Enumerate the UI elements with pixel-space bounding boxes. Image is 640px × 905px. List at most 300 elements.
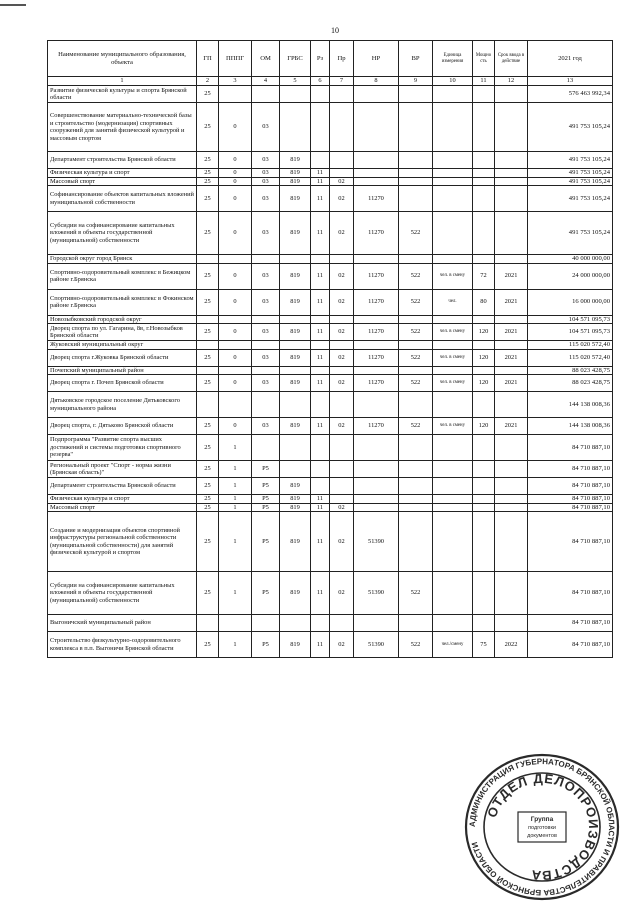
cell-om <box>252 341 280 350</box>
cell-amount: 144 138 008,36 <box>528 418 613 435</box>
cell-gp: 25 <box>197 324 219 341</box>
cell-rz: 11 <box>311 512 330 572</box>
cell-term: 2021 <box>495 349 528 366</box>
row-name: Создание и модернизация объектов спортивной инфраструктуры региональной собственности (муниципальной собственности) для занятий физической культурой и спортом <box>48 512 197 572</box>
department-stamp <box>462 752 622 902</box>
cell-amount: 491 753 105,24 <box>528 103 613 152</box>
cell-om <box>252 366 280 375</box>
cell-pppg: 1 <box>219 572 252 615</box>
cell-gp: 25 <box>197 503 219 512</box>
cell-pr <box>330 86 354 103</box>
cell-term <box>495 366 528 375</box>
cell-power: 120 <box>473 324 495 341</box>
cell-gp: 25 <box>197 212 219 255</box>
cell-rz: 11 <box>311 495 330 504</box>
cell-pppg: 0 <box>219 349 252 366</box>
cell-gp: 25 <box>197 103 219 152</box>
cell-vr <box>399 341 433 350</box>
col-header-om: ОМ <box>252 41 280 77</box>
cell-term <box>495 186 528 212</box>
cell-term <box>495 572 528 615</box>
cell-gp <box>197 392 219 418</box>
cell-unit <box>433 461 473 478</box>
table-row <box>48 478 613 495</box>
cell-pppg <box>219 366 252 375</box>
table-row <box>48 615 613 632</box>
cell-unit: чел. в смену <box>433 375 473 392</box>
cell-unit <box>433 478 473 495</box>
cell-vr: 522 <box>399 349 433 366</box>
table-row <box>48 512 613 572</box>
cell-unit: чел. в смену <box>433 324 473 341</box>
cell-grbs: 819 <box>280 503 311 512</box>
cell-om: 03 <box>252 418 280 435</box>
cell-gp: 25 <box>197 572 219 615</box>
cell-om: 03 <box>252 152 280 169</box>
cell-power <box>473 461 495 478</box>
cell-gp: 25 <box>197 418 219 435</box>
cell-unit <box>433 495 473 504</box>
cell-grbs: 819 <box>280 263 311 289</box>
col-header-pr: Пр <box>330 41 354 77</box>
cell-pppg: 0 <box>219 186 252 212</box>
page-number: 10 <box>331 26 339 35</box>
cell-gp: 25 <box>197 349 219 366</box>
row-name: Строительство физкультурно-оздоровительного комплекса в п.п. Выгоничи Брянской области <box>48 632 197 658</box>
cell-grbs: 819 <box>280 418 311 435</box>
cell-power <box>473 572 495 615</box>
cell-term <box>495 495 528 504</box>
cell-amount: 16 000 000,00 <box>528 289 613 315</box>
cell-om: P5 <box>252 503 280 512</box>
table-row <box>48 435 613 461</box>
cell-pppg <box>219 86 252 103</box>
cell-unit <box>433 315 473 324</box>
table-row <box>48 169 613 178</box>
cell-power <box>473 86 495 103</box>
cell-nr: 11270 <box>354 212 399 255</box>
cell-unit <box>433 503 473 512</box>
cell-grbs <box>280 255 311 264</box>
cell-om: 03 <box>252 186 280 212</box>
cell-term: 2022 <box>495 632 528 658</box>
table-row <box>48 375 613 392</box>
cell-amount: 88 023 428,75 <box>528 366 613 375</box>
col-number: 2 <box>197 77 219 86</box>
cell-rz <box>311 435 330 461</box>
table-row <box>48 341 613 350</box>
cell-rz <box>311 461 330 478</box>
cell-om: P5 <box>252 478 280 495</box>
col-number: 4 <box>252 77 280 86</box>
cell-power <box>473 392 495 418</box>
cell-term: 2021 <box>495 418 528 435</box>
cell-rz <box>311 615 330 632</box>
cell-grbs <box>280 435 311 461</box>
cell-term <box>495 615 528 632</box>
cell-nr <box>354 392 399 418</box>
cell-pppg <box>219 315 252 324</box>
cell-amount: 491 753 105,24 <box>528 152 613 169</box>
cell-amount: 84 710 887,10 <box>528 495 613 504</box>
table-row <box>48 632 613 658</box>
cell-term <box>495 503 528 512</box>
cell-power <box>473 315 495 324</box>
cell-pr: 02 <box>330 186 354 212</box>
cell-rz <box>311 152 330 169</box>
cell-grbs <box>280 341 311 350</box>
row-name: Совершенствование материально-технической базы и строительство (модернизация) спортивных сооружений для занятий физической культурой и массовым спортом <box>48 103 197 152</box>
cell-power <box>473 255 495 264</box>
cell-vr: 522 <box>399 418 433 435</box>
cell-nr: 11270 <box>354 263 399 289</box>
cell-power <box>473 212 495 255</box>
cell-rz: 11 <box>311 418 330 435</box>
cell-power <box>473 186 495 212</box>
cell-unit: чел. в смену <box>433 263 473 289</box>
cell-rz: 11 <box>311 632 330 658</box>
cell-vr <box>399 152 433 169</box>
cell-om <box>252 435 280 461</box>
cell-rz: 11 <box>311 503 330 512</box>
cell-pr <box>330 495 354 504</box>
cell-nr: 51390 <box>354 572 399 615</box>
cell-nr <box>354 435 399 461</box>
cell-rz <box>311 255 330 264</box>
cell-nr <box>354 169 399 178</box>
row-name: Дворец спорта г. Почеп Брянской области <box>48 375 197 392</box>
cell-vr <box>399 315 433 324</box>
row-name: Городской округ город Брянск <box>48 255 197 264</box>
cell-pr <box>330 315 354 324</box>
row-name: Софинансирование объектов капитальных вложений муниципальной собственности <box>48 186 197 212</box>
cell-grbs: 819 <box>280 177 311 186</box>
cell-term <box>495 212 528 255</box>
cell-power: 120 <box>473 418 495 435</box>
stamp-center-line-3: документов <box>527 833 557 839</box>
cell-rz: 11 <box>311 572 330 615</box>
cell-unit: чел. <box>433 289 473 315</box>
cell-rz: 11 <box>311 212 330 255</box>
cell-amount: 84 710 887,10 <box>528 572 613 615</box>
cell-amount: 84 710 887,10 <box>528 632 613 658</box>
cell-pr <box>330 461 354 478</box>
cell-vr <box>399 169 433 178</box>
cell-amount: 84 710 887,10 <box>528 461 613 478</box>
cell-om: P5 <box>252 512 280 572</box>
cell-rz: 11 <box>311 375 330 392</box>
cell-term: 2021 <box>495 289 528 315</box>
cell-rz: 11 <box>311 289 330 315</box>
cell-gp: 25 <box>197 177 219 186</box>
cell-term <box>495 435 528 461</box>
cell-nr: 11270 <box>354 186 399 212</box>
cell-nr: 11270 <box>354 289 399 315</box>
cell-grbs: 819 <box>280 512 311 572</box>
cell-gp: 25 <box>197 512 219 572</box>
col-number: 8 <box>354 77 399 86</box>
cell-pppg: 1 <box>219 632 252 658</box>
cell-nr <box>354 177 399 186</box>
cell-power <box>473 366 495 375</box>
cell-grbs: 819 <box>280 289 311 315</box>
table-row <box>48 186 613 212</box>
cell-pppg: 0 <box>219 177 252 186</box>
cell-grbs: 819 <box>280 349 311 366</box>
cell-nr <box>354 503 399 512</box>
cell-vr <box>399 615 433 632</box>
cell-om: 03 <box>252 169 280 178</box>
cell-rz <box>311 315 330 324</box>
cell-term <box>495 255 528 264</box>
cell-amount: 104 571 095,73 <box>528 315 613 324</box>
row-name: Физическая культура и спорт <box>48 169 197 178</box>
cell-unit <box>433 86 473 103</box>
cell-nr: 11270 <box>354 375 399 392</box>
cell-pppg: 0 <box>219 103 252 152</box>
cell-nr <box>354 103 399 152</box>
cell-gp: 25 <box>197 152 219 169</box>
cell-amount: 491 753 105,24 <box>528 177 613 186</box>
column-number-row <box>48 77 613 86</box>
cell-term <box>495 103 528 152</box>
stamp-ring-text: ОТДЕЛ ДЕЛОПРОИЗВОДСТВА <box>484 770 602 884</box>
cell-nr <box>354 615 399 632</box>
cell-power <box>473 615 495 632</box>
cell-gp: 25 <box>197 86 219 103</box>
cell-term: 2021 <box>495 375 528 392</box>
cell-pppg <box>219 341 252 350</box>
cell-pppg: 0 <box>219 418 252 435</box>
cell-grbs: 819 <box>280 375 311 392</box>
cell-gp: 25 <box>197 632 219 658</box>
row-name: Массовый спорт <box>48 177 197 186</box>
col-number: 6 <box>311 77 330 86</box>
cell-om: 03 <box>252 324 280 341</box>
col-number: 12 <box>495 77 528 86</box>
cell-om <box>252 255 280 264</box>
cell-grbs: 819 <box>280 478 311 495</box>
cell-pr: 02 <box>330 349 354 366</box>
cell-pppg: 0 <box>219 289 252 315</box>
col-number: 9 <box>399 77 433 86</box>
cell-om: 03 <box>252 375 280 392</box>
cell-rz: 11 <box>311 169 330 178</box>
cell-gp: 25 <box>197 478 219 495</box>
cell-om: 03 <box>252 177 280 186</box>
cell-vr <box>399 86 433 103</box>
cell-vr <box>399 103 433 152</box>
cell-pr: 02 <box>330 572 354 615</box>
cell-term <box>495 392 528 418</box>
row-name: Физическая культура и спорт <box>48 495 197 504</box>
cell-pppg: 1 <box>219 435 252 461</box>
cell-vr <box>399 478 433 495</box>
cell-nr <box>354 86 399 103</box>
cell-om: 03 <box>252 289 280 315</box>
table-row <box>48 349 613 366</box>
row-name: Субсидии на софинансирование капитальных вложений в объекты государственной (муниципальной) собственности <box>48 212 197 255</box>
col-header-power: Мощность <box>473 41 495 77</box>
col-number: 11 <box>473 77 495 86</box>
cell-amount: 115 020 572,40 <box>528 349 613 366</box>
col-header-nr: НР <box>354 41 399 77</box>
cell-power <box>473 478 495 495</box>
cell-grbs: 819 <box>280 169 311 178</box>
row-name: Выгоничский муниципальный район <box>48 615 197 632</box>
budget-table <box>47 40 613 658</box>
table-row <box>48 315 613 324</box>
cell-pr: 02 <box>330 263 354 289</box>
cell-amount: 144 138 008,36 <box>528 392 613 418</box>
cell-amount: 104 571 095,73 <box>528 324 613 341</box>
row-name: Развитие физической культуры и спорта Брянской области <box>48 86 197 103</box>
cell-pppg: 0 <box>219 169 252 178</box>
cell-pppg <box>219 255 252 264</box>
cell-gp <box>197 366 219 375</box>
row-name: Дворец спорта по ул. Гагарина, 8в, г.Новозыбков Брянской области <box>48 324 197 341</box>
cell-unit <box>433 366 473 375</box>
row-name: Подпрограмма "Развитие спорта высших достижений и системы подготовки спортивного резерва" <box>48 435 197 461</box>
cell-unit <box>433 615 473 632</box>
cell-term <box>495 461 528 478</box>
cell-amount: 40 000 000,00 <box>528 255 613 264</box>
cell-nr <box>354 461 399 478</box>
cell-term: 2021 <box>495 263 528 289</box>
cell-unit <box>433 392 473 418</box>
cell-unit <box>433 177 473 186</box>
cell-amount: 84 710 887,10 <box>528 615 613 632</box>
cell-vr <box>399 255 433 264</box>
cell-pppg: 1 <box>219 495 252 504</box>
stamp-center-line-1: Группа <box>530 816 554 823</box>
cell-term <box>495 177 528 186</box>
cell-amount: 115 020 572,40 <box>528 341 613 350</box>
row-name: Спортивно-оздоровительный комплекс в Бежицком районе г.Брянска <box>48 263 197 289</box>
row-name: Массовый спорт <box>48 503 197 512</box>
header-row <box>48 41 613 77</box>
cell-power <box>473 435 495 461</box>
cell-gp: 25 <box>197 495 219 504</box>
cell-pr: 02 <box>330 324 354 341</box>
cell-pr <box>330 152 354 169</box>
cell-power <box>473 512 495 572</box>
col-number: 3 <box>219 77 252 86</box>
cell-amount: 24 000 000,00 <box>528 263 613 289</box>
cell-nr <box>354 495 399 504</box>
cell-grbs: 819 <box>280 324 311 341</box>
cell-power: 72 <box>473 263 495 289</box>
cell-nr: 11270 <box>354 418 399 435</box>
cell-nr: 51390 <box>354 512 399 572</box>
cell-rz <box>311 366 330 375</box>
cell-vr <box>399 461 433 478</box>
cell-pr: 02 <box>330 418 354 435</box>
cell-pr <box>330 435 354 461</box>
cell-grbs <box>280 103 311 152</box>
col-header-amount: 2021 год <box>528 41 613 77</box>
cell-nr <box>354 341 399 350</box>
cell-grbs: 819 <box>280 186 311 212</box>
cell-grbs: 819 <box>280 632 311 658</box>
col-header-grbs: ГРБС <box>280 41 311 77</box>
cell-om <box>252 315 280 324</box>
cell-gp: 25 <box>197 186 219 212</box>
row-name: Новозыбковский городской округ <box>48 315 197 324</box>
cell-om: P5 <box>252 461 280 478</box>
cell-power: 120 <box>473 349 495 366</box>
cell-grbs <box>280 615 311 632</box>
table-row <box>48 255 613 264</box>
cell-pppg: 1 <box>219 461 252 478</box>
table-row <box>48 103 613 152</box>
cell-vr <box>399 186 433 212</box>
cell-om: P5 <box>252 572 280 615</box>
row-name: Департамент строительства Брянской области <box>48 478 197 495</box>
cell-om <box>252 615 280 632</box>
table-row <box>48 418 613 435</box>
table-row <box>48 324 613 341</box>
cell-pr <box>330 392 354 418</box>
cell-power <box>473 177 495 186</box>
cell-nr <box>354 315 399 324</box>
cell-vr <box>399 503 433 512</box>
cell-pppg: 0 <box>219 263 252 289</box>
cell-power <box>473 169 495 178</box>
cell-amount: 491 753 105,24 <box>528 169 613 178</box>
col-header-unit: Единица измерения <box>433 41 473 77</box>
cell-power: 80 <box>473 289 495 315</box>
cell-unit <box>433 103 473 152</box>
cell-pppg <box>219 615 252 632</box>
row-name: Дворец спорта г.Жуковка Брянской области <box>48 349 197 366</box>
cell-gp: 25 <box>197 263 219 289</box>
cell-unit: чел. в смену <box>433 349 473 366</box>
cell-rz: 11 <box>311 186 330 212</box>
row-name: Дворец спорта, г. Дятьково Брянской области <box>48 418 197 435</box>
cell-vr: 522 <box>399 324 433 341</box>
col-header-pppg: ПППГ <box>219 41 252 77</box>
cell-grbs <box>280 392 311 418</box>
cell-vr: 522 <box>399 375 433 392</box>
table-row <box>48 503 613 512</box>
cell-amount: 88 023 428,75 <box>528 375 613 392</box>
cell-om <box>252 392 280 418</box>
cell-om: 03 <box>252 103 280 152</box>
cell-vr <box>399 392 433 418</box>
cell-amount: 491 753 105,24 <box>528 212 613 255</box>
cell-unit <box>433 572 473 615</box>
cell-nr <box>354 255 399 264</box>
row-name: Субсидии на софинансирование капитальных вложений в объекты государственной (муниципальной) собственности <box>48 572 197 615</box>
cell-gp: 25 <box>197 169 219 178</box>
cell-unit <box>433 169 473 178</box>
cell-nr: 51390 <box>354 632 399 658</box>
cell-unit <box>433 255 473 264</box>
cell-vr: 522 <box>399 263 433 289</box>
cell-power <box>473 103 495 152</box>
cell-amount: 84 710 887,10 <box>528 503 613 512</box>
cell-pr: 02 <box>330 512 354 572</box>
cell-pr: 02 <box>330 212 354 255</box>
cell-pppg: 1 <box>219 503 252 512</box>
col-header-vr: ВР <box>399 41 433 77</box>
row-name: Департамент строительства Брянской области <box>48 152 197 169</box>
cell-amount: 491 753 105,24 <box>528 186 613 212</box>
cell-term: 2021 <box>495 324 528 341</box>
cell-grbs: 819 <box>280 152 311 169</box>
cell-pr: 02 <box>330 375 354 392</box>
